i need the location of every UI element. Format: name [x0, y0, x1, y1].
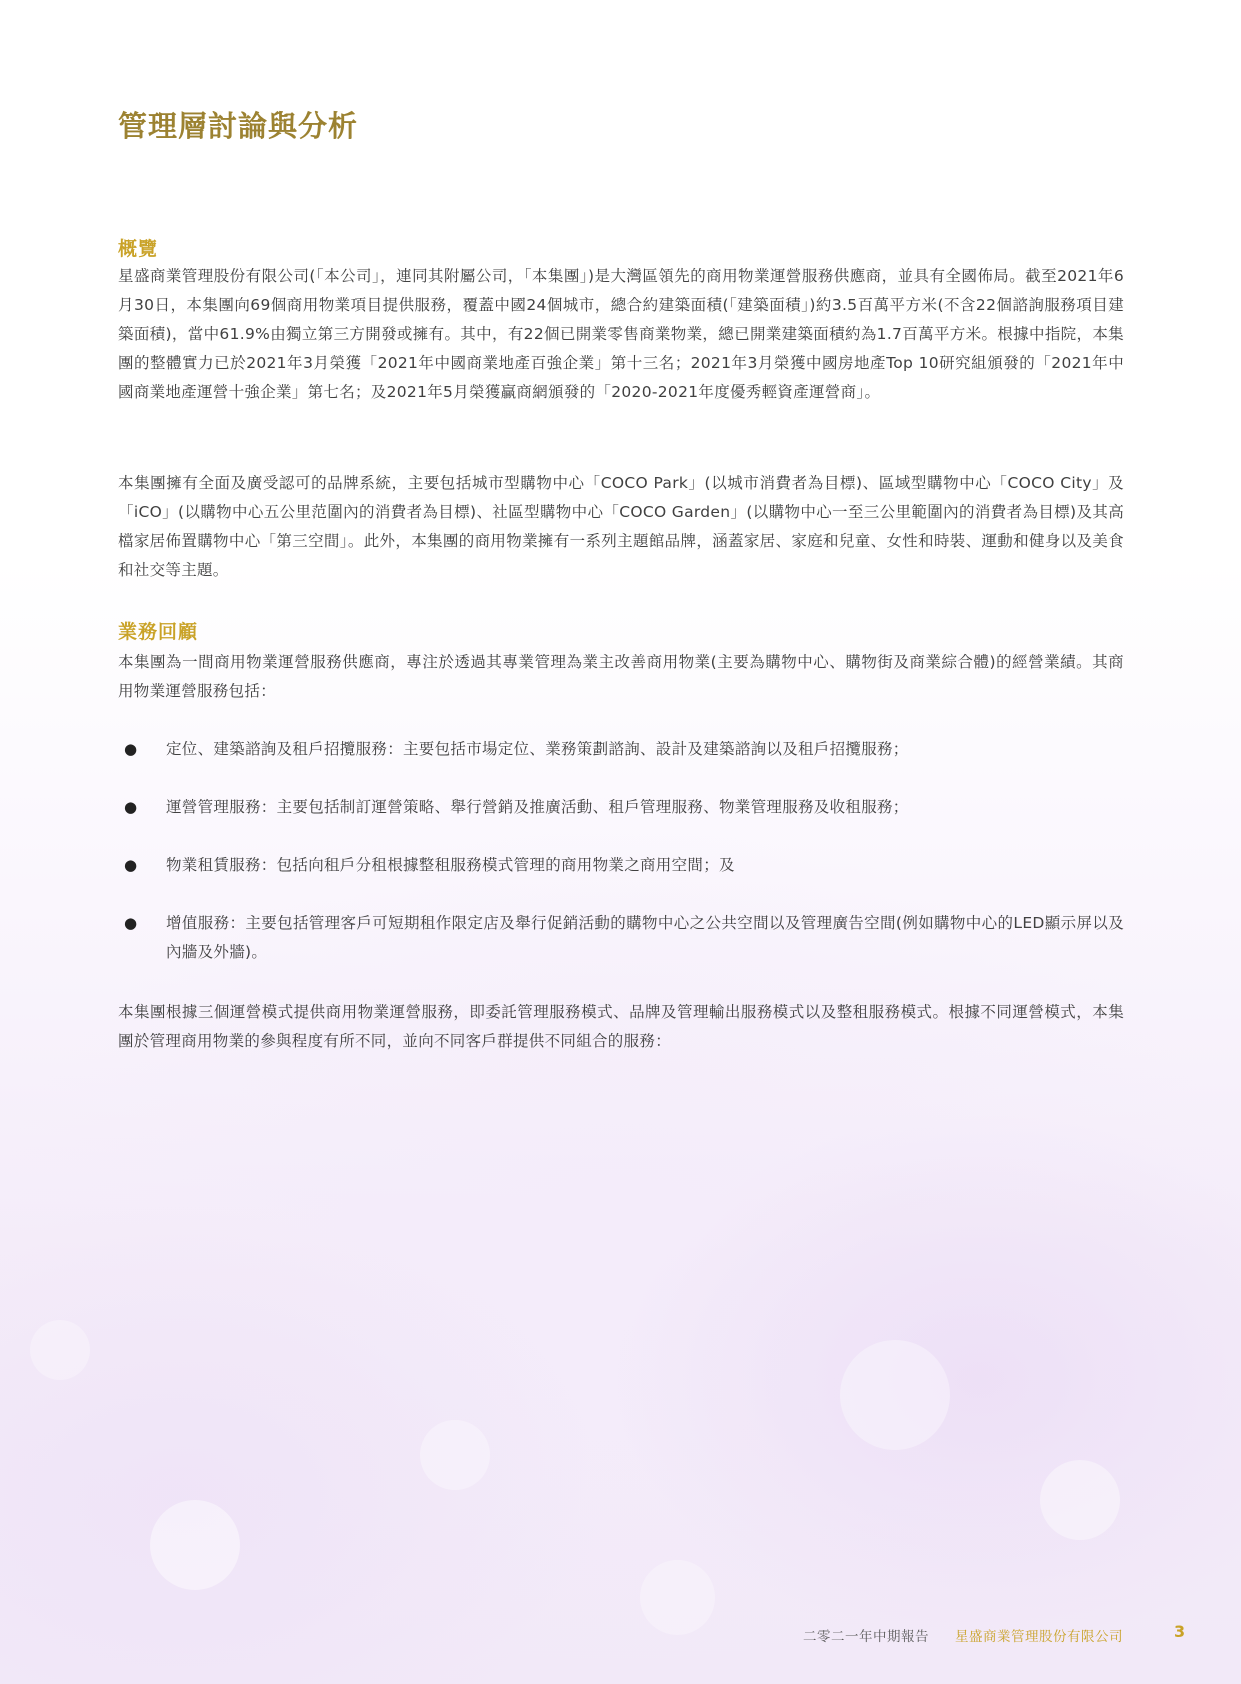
list-item-text: 定位、建築諮詢及租戶招攬服務：主要包括市場定位、業務策劃諮詢、設計及建築諮詢以及租戶招攬服務；	[166, 740, 909, 758]
bullet-icon: ●	[124, 798, 138, 816]
bullet-icon: ●	[124, 914, 138, 932]
page-title: 管理層討論與分析	[118, 109, 359, 143]
list-item	[118, 793, 1124, 822]
list-item	[118, 735, 1124, 764]
business-review-closing: 本集團根據三個運營模式提供商用物業運營服務，即委託管理服務模式、品牌及管理輸出服務模式以及整租服務模式。根據不同運營模式，本集團於管理商用物業的參與程度有所不同，並向不同客戶群提供不同組合的服務：	[118, 1003, 1124, 1050]
bullet-icon: ●	[124, 856, 138, 874]
bokeh-decoration	[30, 1320, 90, 1380]
list-item	[118, 851, 1124, 880]
bullet-icon: ●	[124, 740, 138, 758]
business-review-heading: 業務回顧	[118, 621, 199, 643]
list-item-text: 運營管理服務：主要包括制訂運營策略、舉行營銷及推廣活動、租戶管理服務、物業管理服務及收租服務；	[166, 798, 909, 816]
list-item-text: 物業租賃服務：包括向租戶分租根據整租服務模式管理的商用物業之商用空間；及	[166, 856, 735, 874]
bokeh-decoration	[640, 1560, 715, 1635]
page-number: 3	[1174, 1622, 1186, 1641]
footer-report-title: 二零二一年中期報告	[803, 1629, 929, 1645]
footer-company-name: 星盛商業管理股份有限公司	[955, 1629, 1123, 1645]
overview-paragraph-2: 本集團擁有全面及廣受認可的品牌系統，主要包括城市型購物中心「COCO Park」(以城市消費者為目標)、區域型購物中心「COCO City」及「iCO」(以購物中心五公里范圍內的消費者為目標)、社區型購物中心「COCO Garden」(以購物中心一至三公里範圍內的消費者為目標)及其高檔家居佈置購物中心「第三空間」。此外，本集團的商用物業擁有一系列主題館品牌，涵蓋家居、家庭和兒童、女性和時裝、運動和健身以及美食和社交等主題。	[118, 474, 1124, 579]
overview-paragraph-1: 星盛商業管理股份有限公司(「本公司」，連同其附屬公司，「本集團」)是大灣區領先的商用物業運營服務供應商，並具有全國佈局。截至2021年6月30日，本集團向69個商用物業項目提供服務，覆蓋中國24個城市，總合約建築面積(「建築面積」)約3.5百萬平方米(不含22個諮詢服務項目建築面積)，當中61.9%由獨立第三方開發或擁有。其中，有22個已開業零售商業物業，總已開業建築面積約為1.7百萬平方米。根據中指院，本集團的整體實力已於2021年3月榮獲「2021年中國商業地產百強企業」第十三名；2021年3月榮獲中國房地產Top 10研究組頒發的「2021年中國商業地產運營十強企業」第七名；及2021年5月榮獲贏商網頒發的「2020-2021年度優秀輕資產運營商」。	[118, 267, 1125, 401]
bokeh-decoration	[1040, 1460, 1120, 1540]
bokeh-decoration	[840, 1340, 950, 1450]
list-item-text: 增值服務：主要包括管理客戶可短期租作限定店及舉行促銷活動的購物中心之公共空間以及管理廣告空間(例如購物中心的LED顯示屏以及內牆及外牆)。	[166, 914, 1124, 961]
business-review-intro: 本集團為一間商用物業運營服務供應商，專注於透過其專業管理為業主改善商用物業(主要為購物中心、購物街及商業綜合體)的經營業績。其商用物業運營服務包括：	[118, 653, 1124, 700]
bokeh-decoration	[150, 1500, 240, 1590]
list-item	[118, 909, 1124, 967]
bokeh-decoration	[420, 1420, 490, 1490]
overview-heading: 概覽	[118, 238, 159, 260]
